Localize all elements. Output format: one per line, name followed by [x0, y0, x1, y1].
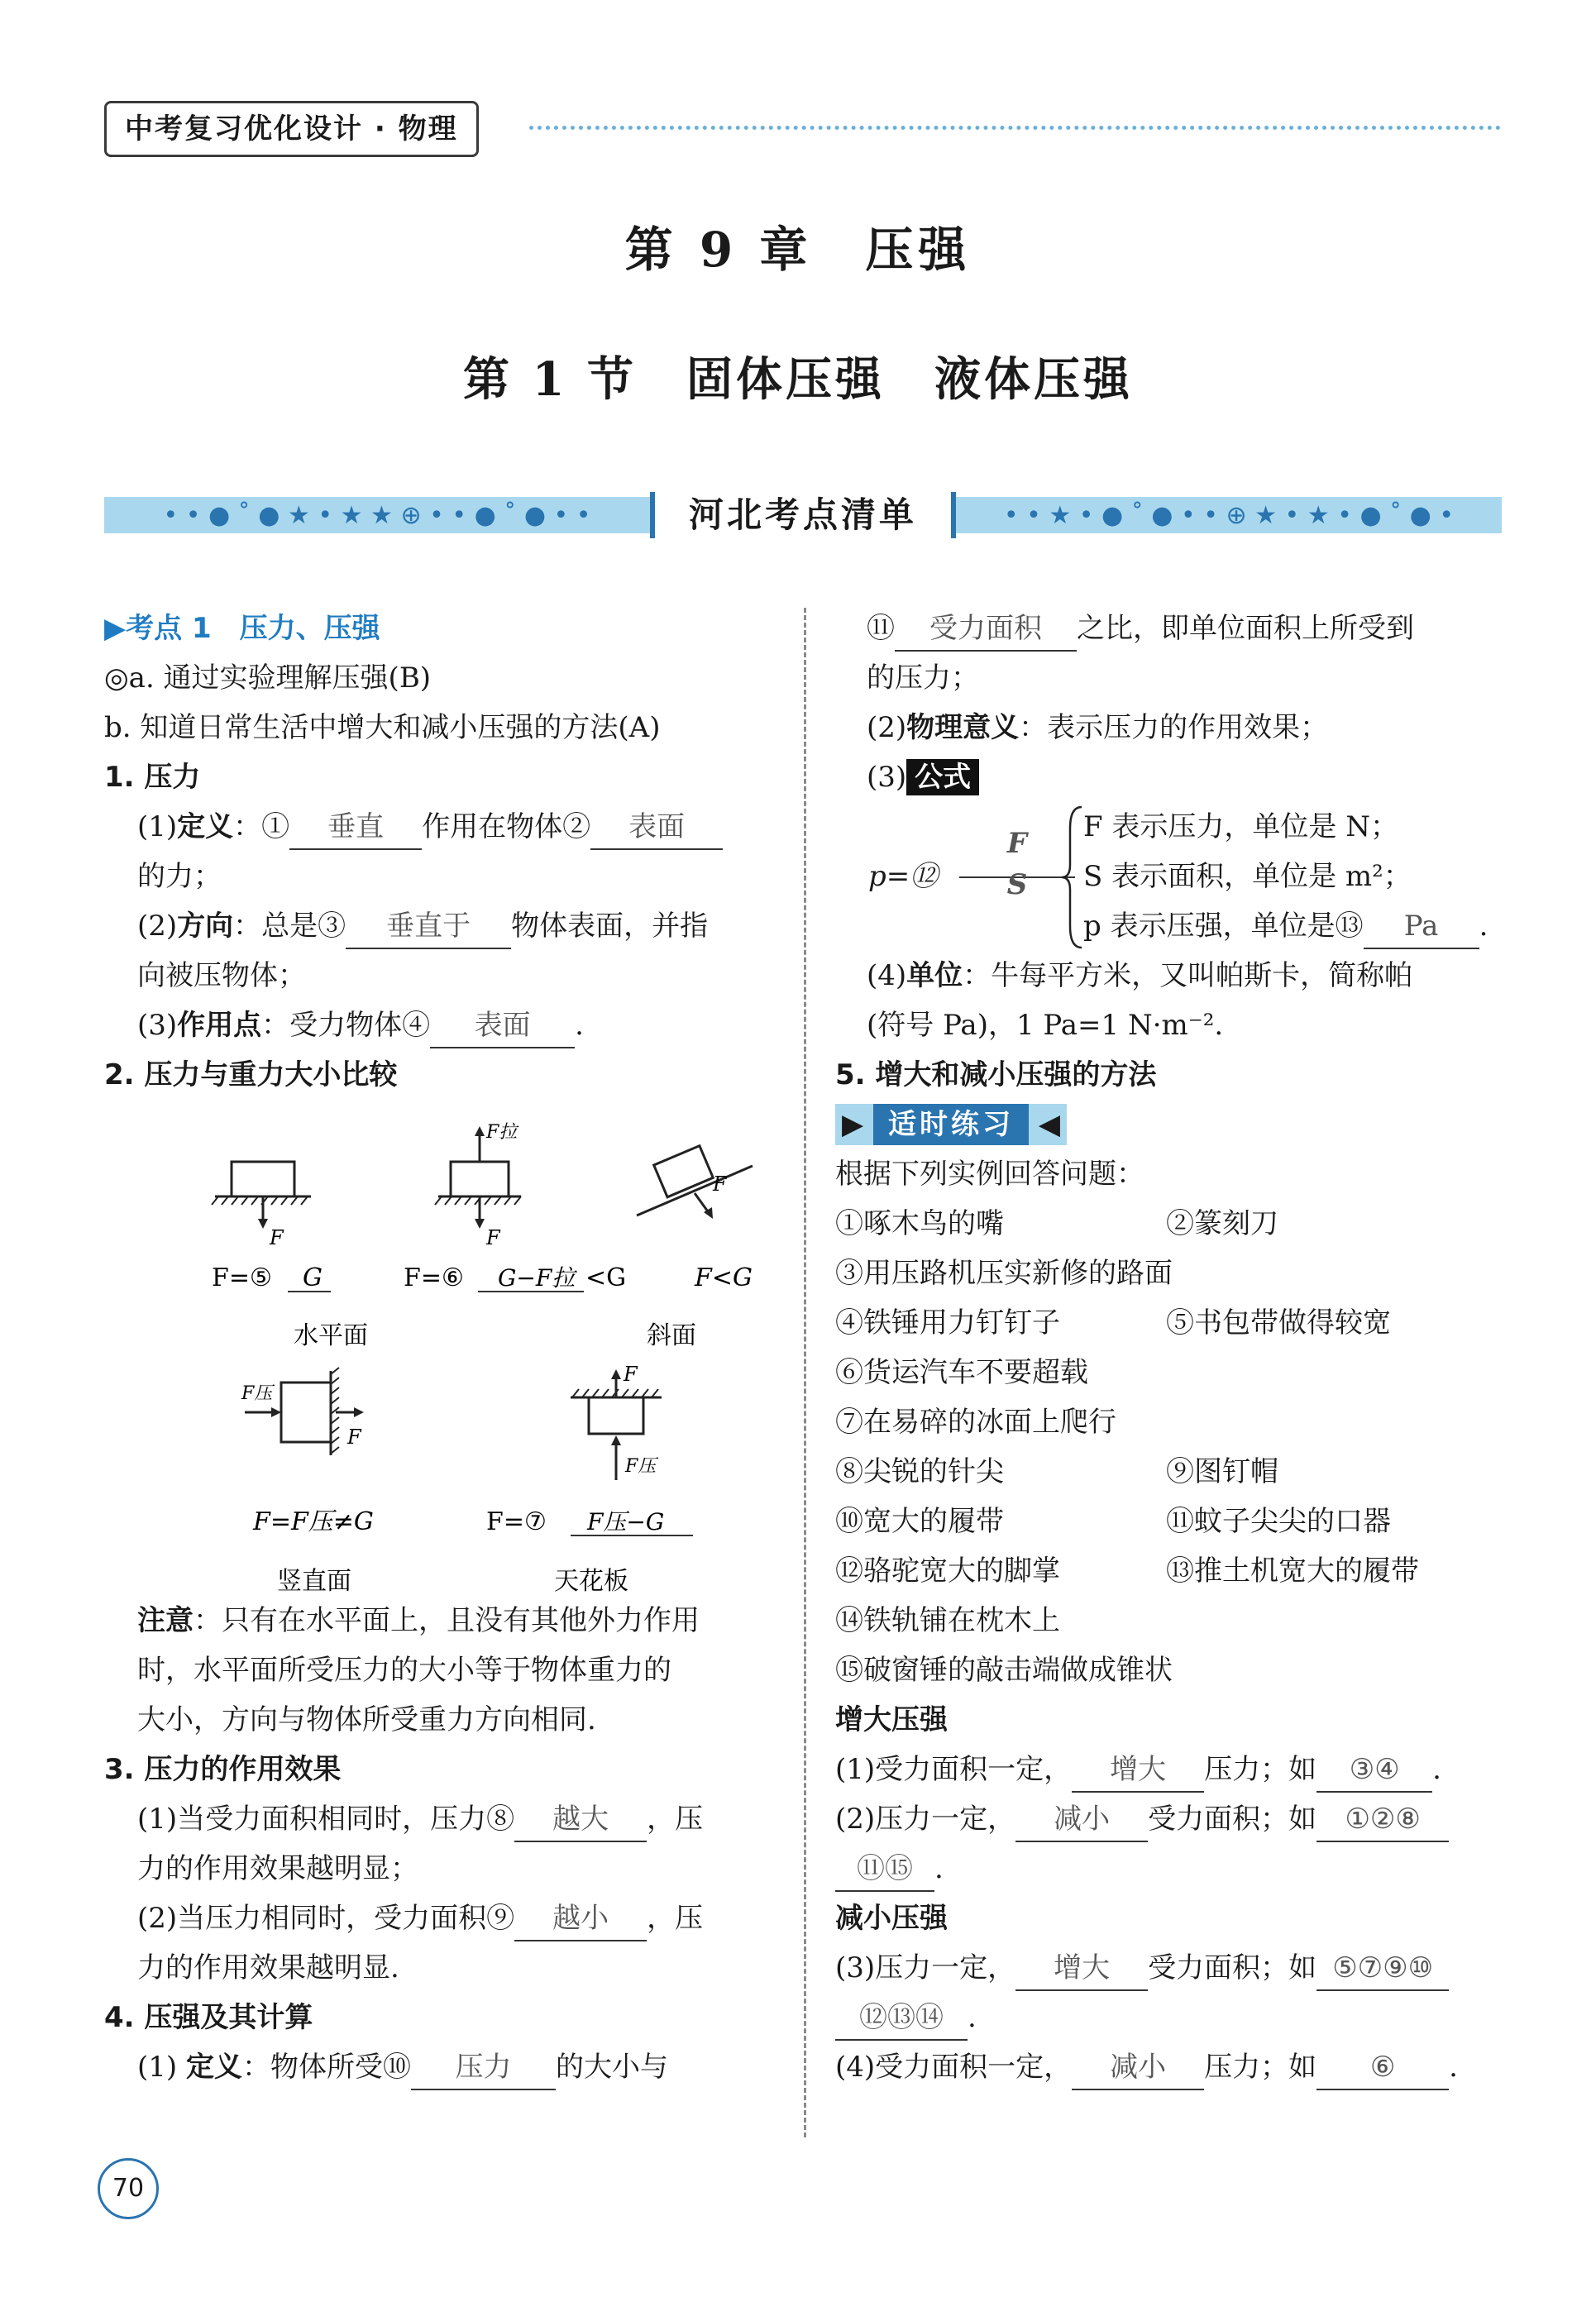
- answer-dec-1-examples: ⑤⑦⑨⑩: [1316, 1946, 1449, 1991]
- answer-3: 垂直于: [346, 905, 511, 949]
- text: 压力；如: [1204, 1753, 1317, 1786]
- item-number: (2): [867, 711, 907, 744]
- text: 物体表面，并指: [511, 910, 709, 943]
- increase-2: [835, 1794, 1505, 1844]
- legend-s: S 表示面积，单位是 m²；: [1083, 860, 1412, 893]
- text: (1)当受力面积相同时，压力⑧: [137, 1803, 515, 1836]
- eq-ceiling-answer: F压−G: [587, 1508, 665, 1535]
- text: .: [575, 1009, 584, 1042]
- text: .: [1479, 910, 1488, 943]
- example-row: ⑦在易碎的冰面上爬行: [835, 1406, 1116, 1439]
- caption-incline: 斜面: [647, 1321, 696, 1350]
- increase-1: [835, 1745, 1505, 1794]
- press-force-label: F压: [625, 1456, 657, 1477]
- direction-line: [104, 901, 782, 951]
- text: ：只有在水平面上，且没有其他外力作用: [194, 1604, 700, 1637]
- arrow-head: [258, 1219, 268, 1229]
- formula-legend: [1083, 802, 1488, 951]
- example: ⑬推土机宽大的履带: [1166, 1554, 1419, 1588]
- text: ：①: [233, 810, 290, 843]
- banner-decoration-right: • • ★ • ● ˚ ● • • ⊕ ★ • ★ • ● ˚ ● •: [956, 497, 1502, 533]
- item-number: (4): [867, 959, 907, 992]
- example-row: ⑮破窗锤的敲击端做成锥状: [835, 1654, 1173, 1687]
- text: ：物体所受⑩: [241, 2051, 411, 2084]
- definition-cont: [835, 604, 1505, 653]
- text: (2)压力一定，: [835, 1803, 1016, 1836]
- heading-methods: 5. 增大和减小压强的方法: [835, 1058, 1157, 1091]
- unit-label: 单位: [906, 959, 963, 992]
- brace: [1060, 804, 1085, 951]
- arrow-head: [611, 1435, 621, 1445]
- question-prompt: 根据下列实例回答问题：: [835, 1158, 1144, 1191]
- heading-pressure-force: 1. 压力: [104, 761, 201, 794]
- force-label: F: [270, 1226, 284, 1249]
- answer-dec-1: 增大: [1015, 1946, 1148, 1991]
- unit-line-2: (符号 Pa)，1 Pa=1 N·m⁻².: [867, 1009, 1224, 1042]
- eq-pulled: F=⑥: [404, 1263, 464, 1292]
- incline-line: [637, 1166, 753, 1215]
- action-point-line: [104, 1001, 782, 1050]
- pull-force-label: F拉: [486, 1122, 518, 1143]
- eq-pulled-tail: <G: [585, 1263, 627, 1292]
- formula-denominator: S: [1006, 868, 1028, 901]
- practice-label: 适时练习: [873, 1104, 1029, 1145]
- effect-2: [104, 1894, 782, 1943]
- page-number: 70: [98, 2158, 159, 2219]
- press-force-label: F压: [241, 1383, 273, 1404]
- formula-numerator: F: [1006, 827, 1028, 860]
- example-row: ⑭铁轨铺在枕木上: [835, 1604, 1060, 1637]
- eq-incline: F<G: [695, 1263, 753, 1292]
- block-ceiling: [589, 1397, 643, 1434]
- answer-1: 垂直: [289, 805, 422, 850]
- column-divider: [804, 608, 806, 2137]
- example: ⑪蚊子尖尖的口器: [1166, 1505, 1391, 1538]
- section-title: 第 1 节 固体压强 液体压强: [463, 352, 1133, 407]
- example-row: [835, 1497, 1505, 1546]
- requirement-a: ◎a. 通过实验理解压强(B): [104, 661, 432, 695]
- example: ⑨图钉帽: [1166, 1455, 1278, 1488]
- answer-inc-1-examples: ③④: [1316, 1748, 1432, 1793]
- meaning-line: [835, 703, 1505, 752]
- example-row: [835, 1298, 1505, 1348]
- action-point-label: 作用点: [177, 1009, 262, 1042]
- answer-10: 压力: [411, 2046, 556, 2090]
- arrow-head: [475, 1219, 485, 1229]
- answer-8: 越大: [514, 1798, 647, 1842]
- answer-inc-2-examples: ①②⑧: [1316, 1798, 1449, 1842]
- example: ④铁锤用力钉钉子: [835, 1306, 1060, 1340]
- answer-dec-2-examples: ⑥: [1316, 2046, 1449, 2090]
- example-row: [835, 1199, 1505, 1249]
- effect-1b: 力的作用效果越明显；: [137, 1852, 418, 1885]
- text: 受力面积；如: [1148, 1951, 1317, 1984]
- banner-decoration-left: • • ● ˚ ● ★ • ★ ★ ⊕ • • ● ˚ ● • •: [104, 497, 650, 533]
- book-title-box: 中考复习优化设计 · 物理: [104, 101, 479, 157]
- heading-pressure-calc: 4. 压强及其计算: [104, 2001, 313, 2034]
- text: ：总是③: [233, 910, 346, 943]
- item-number: (3): [867, 761, 907, 794]
- unit-line: [835, 951, 1505, 1001]
- answer-inc-1: 增大: [1072, 1748, 1204, 1793]
- heading-decrease: 减小压强: [835, 1902, 948, 1935]
- example: ⑩宽大的履带: [835, 1505, 1004, 1538]
- example: ⑧尖锐的针尖: [835, 1455, 1004, 1488]
- chapter-title: 第 9 章 压强: [624, 222, 972, 278]
- answer-dec-2: 减小: [1072, 2046, 1204, 2090]
- text: p 表示压强，单位是⑬: [1083, 910, 1364, 943]
- eq-ceiling: F=⑦: [486, 1507, 547, 1536]
- meaning-label: 物理意义: [906, 711, 1020, 744]
- arrow-head: [611, 1369, 621, 1379]
- eq-pulled-answer: G−F拉: [498, 1264, 576, 1292]
- text: ，压: [647, 1803, 704, 1836]
- answer-inc-2: 减小: [1015, 1798, 1148, 1842]
- answer-13: Pa: [1364, 905, 1479, 949]
- arrow-head: [271, 1407, 281, 1417]
- example-row: [835, 1546, 1505, 1596]
- formula-tag: 公式: [906, 759, 979, 795]
- example: ①啄木鸟的嘴: [835, 1207, 1004, 1240]
- force-label: F: [713, 1172, 727, 1196]
- text: ：牛每平方米，又叫帕斯卡，简称帕: [963, 959, 1413, 992]
- text: ⑪: [867, 612, 895, 645]
- section-banner: [104, 492, 1502, 538]
- example-row: ⑥货运汽车不要超载: [835, 1356, 1088, 1389]
- example: ⑫骆驼宽大的脚掌: [835, 1554, 1060, 1588]
- formula-heading: [835, 752, 1505, 802]
- text: 作用在物体②: [422, 810, 591, 843]
- definition-label: 定义: [177, 810, 234, 843]
- block-wall: [281, 1383, 331, 1442]
- direction-label: 方向: [177, 910, 234, 943]
- note-line-3: 大小，方向与物体所受重力方向相同.: [137, 1703, 596, 1736]
- force-label: F: [347, 1426, 361, 1449]
- text: (2)当压力相同时，受力面积⑨: [137, 1902, 515, 1935]
- force-label: F: [624, 1364, 638, 1386]
- formula-p: p=⑫: [868, 860, 939, 893]
- eq-horizontal-answer: G: [303, 1263, 323, 1292]
- caption-wall: 竖直面: [277, 1567, 351, 1596]
- answer-inc-2-examples-cont: ⑪⑮: [835, 1847, 934, 1892]
- legend-p: [1083, 901, 1488, 951]
- block-incline: [654, 1146, 714, 1197]
- effect-1: [104, 1794, 782, 1844]
- increase-2b: [835, 1844, 1505, 1894]
- text: (1)受力面积一定，: [835, 1753, 1073, 1786]
- heading-compare: 2. 压力与重力大小比较: [104, 1058, 398, 1091]
- example-row: ③用压路机压实新修的路面: [835, 1257, 1173, 1290]
- answer-4: 表面: [430, 1004, 575, 1048]
- effect-2b: 力的作用效果越明显.: [137, 1951, 399, 1984]
- example: ⑤书包带做得较宽: [1166, 1306, 1391, 1340]
- example: ②篆刻刀: [1166, 1207, 1278, 1240]
- text: 之比，即单位面积上所受到: [1077, 612, 1414, 645]
- arrow-head: [354, 1407, 364, 1417]
- heading-effect: 3. 压力的作用效果: [104, 1753, 342, 1786]
- requirement-b: b. 知道日常生活中增大和减小压强的方法(A): [104, 711, 661, 744]
- block-horizontal: [232, 1162, 294, 1196]
- definition-cont-2: 的压力；: [867, 661, 979, 695]
- decrease-1b: [835, 1993, 1505, 2042]
- note-label: 注意: [137, 1604, 194, 1637]
- text: 受力面积；如: [1148, 1803, 1317, 1836]
- text: ，压: [647, 1902, 704, 1935]
- example-row: [835, 1447, 1505, 1497]
- definition-line-2: 的力；: [137, 860, 222, 893]
- text: .: [1449, 2051, 1458, 2084]
- practice-badge: ▶ 适时练习 ◀: [835, 1104, 1067, 1145]
- caption-horizontal: 水平面: [294, 1321, 368, 1350]
- text: (4)受力面积一定，: [835, 2051, 1073, 2084]
- heading-increase: 增大压强: [835, 1703, 948, 1736]
- legend-f: F 表示压力，单位是 N；: [1083, 810, 1398, 843]
- item-number: (1): [137, 810, 178, 843]
- text: 的大小与: [555, 2051, 668, 2084]
- text: .: [968, 2001, 977, 2034]
- answer-11: 受力面积: [895, 607, 1077, 652]
- eq-wall: F=F压≠G: [253, 1507, 374, 1536]
- definition-label: 定义: [185, 2051, 242, 2084]
- kaodian-heading: ▶考点 1 压力、压强: [104, 612, 380, 645]
- eq-horizontal: F=⑤: [212, 1263, 272, 1292]
- block-pulled: [451, 1162, 509, 1196]
- text: .: [934, 1852, 944, 1885]
- practice-row: [835, 1100, 1505, 1149]
- arrow-head: [475, 1126, 485, 1136]
- answer-9: 越小: [514, 1897, 647, 1941]
- text: (3)压力一定，: [835, 1951, 1016, 1984]
- text: ：表示压力的作用效果；: [1019, 711, 1329, 744]
- answer-dec-1-examples-cont: ⑫⑬⑭: [835, 1996, 968, 2041]
- formula-block: [835, 802, 1505, 951]
- right-column: [835, 604, 1505, 2092]
- text: ：受力物体④: [261, 1009, 431, 1042]
- header-dotted-rule: [529, 126, 1501, 130]
- banner-title: 河北考点清单: [650, 492, 956, 538]
- caption-ceiling: 天花板: [554, 1567, 628, 1596]
- item-number: (1): [137, 2051, 186, 2084]
- decrease-2: [835, 2042, 1505, 2092]
- force-diagrams-bottom: [190, 1364, 786, 1612]
- force-label: F: [486, 1226, 500, 1249]
- pressure-definition: [104, 2042, 782, 2092]
- answer-2: 表面: [590, 805, 723, 850]
- item-number: (2): [137, 910, 178, 943]
- direction-line-2: 向被压物体；: [137, 959, 306, 992]
- text: 压力；如: [1204, 2051, 1317, 2084]
- text: .: [1432, 1753, 1441, 1786]
- note-line-2: 时，水平面所受压力的大小等于物体重力的: [137, 1654, 671, 1687]
- item-number: (3): [137, 1009, 178, 1042]
- definition-line: [104, 802, 782, 852]
- decrease-1: [835, 1943, 1505, 1993]
